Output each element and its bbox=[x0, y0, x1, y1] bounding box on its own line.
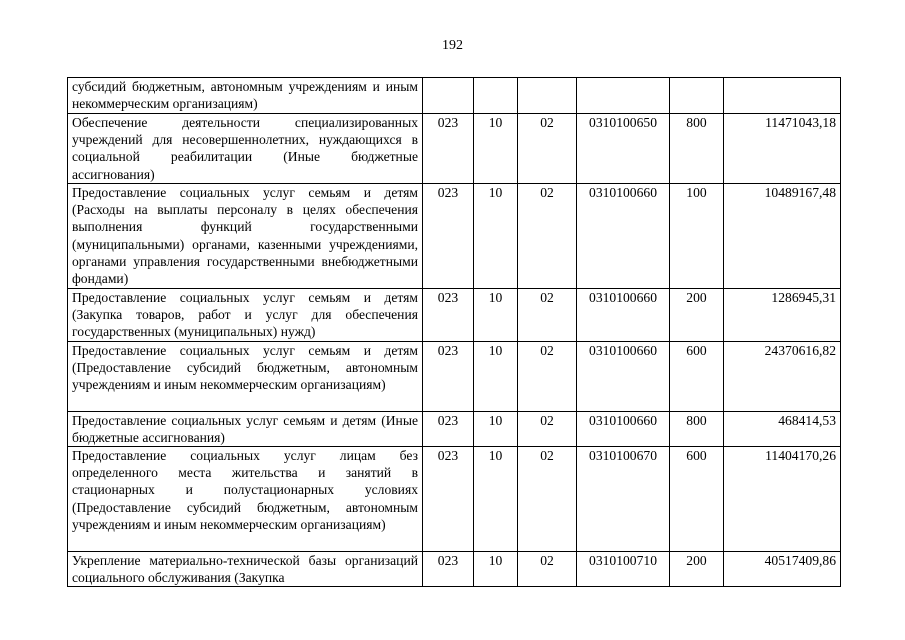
expense-type-cell: 800 bbox=[670, 114, 724, 184]
budget-table bbox=[67, 77, 841, 587]
subsection-code-cell bbox=[518, 78, 577, 114]
expense-type-cell: 800 bbox=[670, 411, 724, 446]
subsection-code-cell: 02 bbox=[518, 341, 577, 411]
amount-cell: 10489167,48 bbox=[724, 184, 841, 289]
expense-type-cell bbox=[670, 78, 724, 114]
amount-cell: 11404170,26 bbox=[724, 447, 841, 552]
subsection-code-cell: 02 bbox=[518, 552, 577, 587]
subsection-code-cell: 02 bbox=[518, 184, 577, 289]
expense-name-cell: Предоставление социальных услуг семьям и детям (Иные бюджетные ассигнования) bbox=[68, 411, 423, 446]
table-row bbox=[68, 341, 841, 411]
ministry-code-cell: 023 bbox=[423, 341, 474, 411]
target-code-cell: 0310100660 bbox=[577, 184, 670, 289]
section-code-cell: 10 bbox=[474, 552, 518, 587]
target-code-cell bbox=[577, 78, 670, 114]
table-row bbox=[68, 114, 841, 184]
expense-name-cell: Предоставление социальных услуг семьям и детям (Предоставление субсидий бюджетным, автономным учреждениям и иным некоммерческим организациям) bbox=[68, 341, 423, 411]
amount-cell: 40517409,86 bbox=[724, 552, 841, 587]
ministry-code-cell: 023 bbox=[423, 447, 474, 552]
table-row bbox=[68, 289, 841, 342]
expense-name-cell: субсидий бюджетным, автономным учреждениям и иным некоммерческим организациям) bbox=[68, 78, 423, 114]
target-code-cell: 0310100670 bbox=[577, 447, 670, 552]
expense-name-cell: Предоставление социальных услуг семьям и детям (Расходы на выплаты персоналу в целях обеспечения выполнения функций государственными (муниципальными) органами, казенными учреждениями, органами управления государственными внебюджетными фондами) bbox=[68, 184, 423, 289]
table-row bbox=[68, 78, 841, 114]
expense-name-cell: Предоставление социальных услуг семьям и детям (Закупка товаров, работ и услуг для обеспечения государственных (муниципальных) нужд) bbox=[68, 289, 423, 342]
expense-name-cell: Предоставление социальных услуг лицам без определенного места жительства и занятий в стационарных и полустационарных условиях (Предоставление субсидий бюджетным, автономным учреждениям и иным некоммерческим организациям) bbox=[68, 447, 423, 552]
section-code-cell: 10 bbox=[474, 341, 518, 411]
section-code-cell: 10 bbox=[474, 289, 518, 342]
expense-type-cell: 100 bbox=[670, 184, 724, 289]
table-row bbox=[68, 184, 841, 289]
expense-name-cell: Обеспечение деятельности специализированных учреждений для несовершеннолетних, нуждающихся в социальной реабилитации (Иные бюджетные ассигнования) bbox=[68, 114, 423, 184]
amount-cell: 11471043,18 bbox=[724, 114, 841, 184]
ministry-code-cell bbox=[423, 78, 474, 114]
section-code-cell bbox=[474, 78, 518, 114]
target-code-cell: 0310100660 bbox=[577, 289, 670, 342]
section-code-cell: 10 bbox=[474, 411, 518, 446]
subsection-code-cell: 02 bbox=[518, 411, 577, 446]
ministry-code-cell: 023 bbox=[423, 114, 474, 184]
target-code-cell: 0310100710 bbox=[577, 552, 670, 587]
table-row bbox=[68, 552, 841, 587]
section-code-cell: 10 bbox=[474, 114, 518, 184]
subsection-code-cell: 02 bbox=[518, 114, 577, 184]
ministry-code-cell: 023 bbox=[423, 289, 474, 342]
target-code-cell: 0310100660 bbox=[577, 411, 670, 446]
subsection-code-cell: 02 bbox=[518, 289, 577, 342]
target-code-cell: 0310100660 bbox=[577, 341, 670, 411]
expense-type-cell: 600 bbox=[670, 341, 724, 411]
expense-type-cell: 200 bbox=[670, 552, 724, 587]
expense-type-cell: 600 bbox=[670, 447, 724, 552]
page-number: 192 bbox=[442, 38, 463, 53]
expense-name-cell: Укрепление материально-технической базы организаций социального обслуживания (Закупка bbox=[68, 552, 423, 587]
amount-cell: 468414,53 bbox=[724, 411, 841, 446]
amount-cell: 1286945,31 bbox=[724, 289, 841, 342]
amount-cell: 24370616,82 bbox=[724, 341, 841, 411]
amount-cell bbox=[724, 78, 841, 114]
table-row bbox=[68, 447, 841, 552]
expense-type-cell: 200 bbox=[670, 289, 724, 342]
ministry-code-cell: 023 bbox=[423, 552, 474, 587]
section-code-cell: 10 bbox=[474, 447, 518, 552]
subsection-code-cell: 02 bbox=[518, 447, 577, 552]
ministry-code-cell: 023 bbox=[423, 184, 474, 289]
ministry-code-cell: 023 bbox=[423, 411, 474, 446]
target-code-cell: 0310100650 bbox=[577, 114, 670, 184]
table-row bbox=[68, 411, 841, 446]
section-code-cell: 10 bbox=[474, 184, 518, 289]
